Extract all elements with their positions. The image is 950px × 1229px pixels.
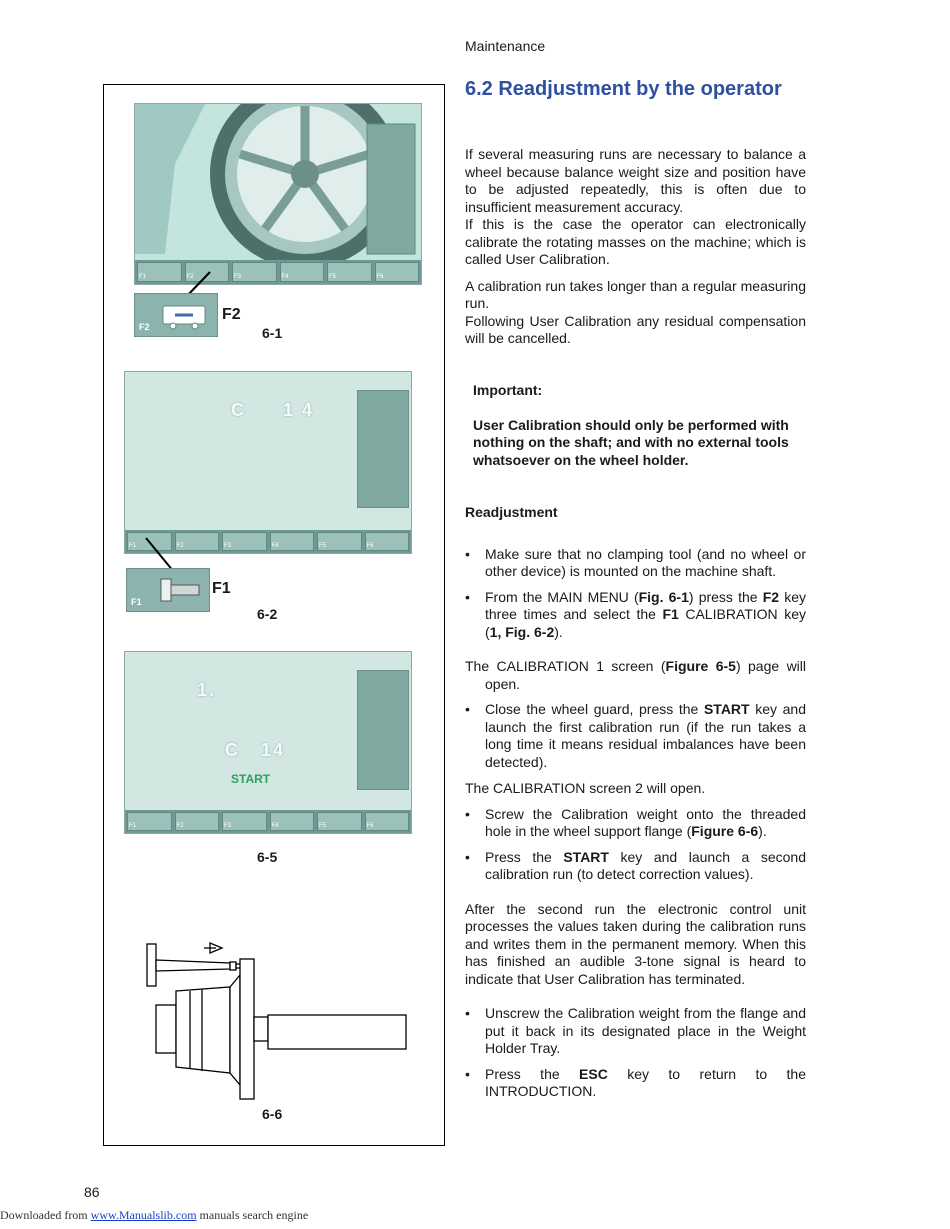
f6-key[interactable]: F6 bbox=[365, 532, 410, 551]
paragraph: After the second run the electronic control unit processes the values taken during the calibration runs and writes them in the permanent memory. When this has finished an audible 3-tone signal is heard to indicate that User Calibration has terminated. bbox=[465, 900, 806, 987]
manualslib-link[interactable]: www.Manualslib.com bbox=[90, 1208, 197, 1222]
function-key-bar bbox=[125, 810, 411, 833]
download-footer bbox=[0, 1208, 308, 1223]
screen-c-label: C bbox=[231, 400, 246, 420]
f4-key[interactable]: F4 bbox=[270, 532, 315, 551]
important-label: Important: bbox=[473, 382, 543, 398]
section-title: 6.2 Readjustment by the operator bbox=[465, 78, 782, 100]
f3-key[interactable]: F3 bbox=[232, 262, 277, 282]
f2-key[interactable]: F2 bbox=[175, 812, 220, 831]
calibration-weight-drawing bbox=[140, 935, 420, 1120]
readjustment-heading: Readjustment bbox=[465, 504, 558, 520]
f2-key-label: F2 bbox=[222, 306, 241, 323]
step-number: 1. bbox=[197, 680, 217, 700]
f5-key[interactable]: F5 bbox=[317, 532, 362, 551]
important-note bbox=[473, 382, 806, 469]
intro-paragraph: Following User Calibration any residual compensation will be cancelled. bbox=[465, 312, 806, 346]
f5-key[interactable]: F5 bbox=[327, 262, 372, 282]
paragraph: The CALIBRATION screen 2 will open. bbox=[465, 780, 706, 796]
intro-paragraph: If this is the case the operator can electronically calibrate the rotating masses on the machine; which is called User Calibration. bbox=[465, 216, 806, 267]
section-header: Maintenance bbox=[465, 38, 546, 54]
figure-caption: 6-1 bbox=[262, 325, 283, 341]
f1-key[interactable]: F1 bbox=[127, 812, 172, 831]
f2-key[interactable]: F2 bbox=[175, 532, 220, 551]
f2-key-tag: F2 bbox=[139, 322, 150, 332]
f5-key[interactable]: F5 bbox=[317, 812, 362, 831]
side-panel bbox=[357, 670, 409, 790]
readjustment-section bbox=[465, 504, 806, 1101]
bullet-item: • From the MAIN MENU (Fig. 6-1) press the F2 key three times and select the F1 CALIBRATION key (1, Fig. 6-2). bbox=[465, 589, 806, 642]
main-menu-screen bbox=[134, 103, 422, 285]
f2-key-zoom bbox=[134, 293, 218, 337]
f3-key[interactable]: F3 bbox=[222, 532, 267, 551]
start-prompt: START bbox=[231, 772, 271, 786]
f6-key[interactable]: F6 bbox=[365, 812, 410, 831]
f4-key[interactable]: F4 bbox=[280, 262, 325, 282]
intro-paragraph: If several measuring runs are necessary to balance a wheel because balance weight size and position have to be adjusted repeatedly, this is often due to insufficient measurement accuracy. bbox=[465, 146, 806, 215]
calibration-menu-screen bbox=[124, 371, 412, 554]
page-number: 86 bbox=[84, 1184, 100, 1200]
f6-key[interactable]: F6 bbox=[375, 262, 420, 282]
important-text: User Calibration should only be performed with nothing on the shaft; and with no external tools whatsoever on the wheel holder. bbox=[473, 416, 789, 468]
bullet-item bbox=[465, 546, 806, 581]
f1-key[interactable]: F1 bbox=[137, 262, 182, 282]
intro-paragraph: A calibration run takes longer than a regular measuring run. bbox=[465, 277, 806, 311]
footer-prefix: Downloaded from bbox=[0, 1208, 91, 1222]
figure-caption: 6-5 bbox=[257, 849, 278, 865]
screen-number: 14 bbox=[261, 740, 286, 760]
f3-key[interactable]: F3 bbox=[222, 812, 267, 831]
service-truck-icon bbox=[161, 300, 211, 330]
bullet-text: Make sure that no clamping tool (and no wheel or other device) is mounted on the machine shaft. bbox=[485, 545, 806, 579]
intro-block bbox=[465, 146, 806, 348]
bullet-item: • Close the wheel guard, press the START key and launch the first calibration run (if the run takes a long time it means residual imbalances have been detected). bbox=[465, 701, 806, 771]
side-panel bbox=[357, 390, 409, 508]
f1-key-zoom bbox=[126, 568, 210, 612]
calibration-1-screen bbox=[124, 651, 412, 834]
wheel-image bbox=[135, 104, 421, 284]
shaft-calibration-icon bbox=[155, 575, 203, 605]
f2-key[interactable]: F2 bbox=[185, 262, 230, 282]
figure-caption: 6-6 bbox=[262, 1106, 283, 1122]
footer-suffix: manuals search engine bbox=[196, 1208, 309, 1222]
bullet-item: • Press the START key and launch a second calibration run (to detect correction values). bbox=[465, 849, 806, 884]
screen-number: 1 4 bbox=[283, 400, 315, 420]
paragraph: The CALIBRATION 1 screen (Figure 6-5) page will open. bbox=[465, 658, 807, 692]
f1-key-tag: F1 bbox=[131, 597, 142, 607]
bullet-item: • Press the ESC key to return to the INTRODUCTION. bbox=[465, 1066, 806, 1101]
bullet-item: • Unscrew the Calibration weight from the flange and put it back in its designated place in the Weight Holder Tray. bbox=[465, 1005, 806, 1058]
function-key-bar bbox=[135, 260, 421, 284]
screen-c-label: C bbox=[225, 740, 240, 760]
f4-key[interactable]: F4 bbox=[270, 812, 315, 831]
f1-key[interactable]: F1 bbox=[127, 532, 172, 551]
bullet-item: • Screw the Calibration weight onto the threaded hole in the wheel support flange (Figure 6-6). bbox=[465, 806, 806, 841]
f1-key-label: F1 bbox=[212, 580, 231, 597]
figure-caption: 6-2 bbox=[257, 606, 278, 622]
